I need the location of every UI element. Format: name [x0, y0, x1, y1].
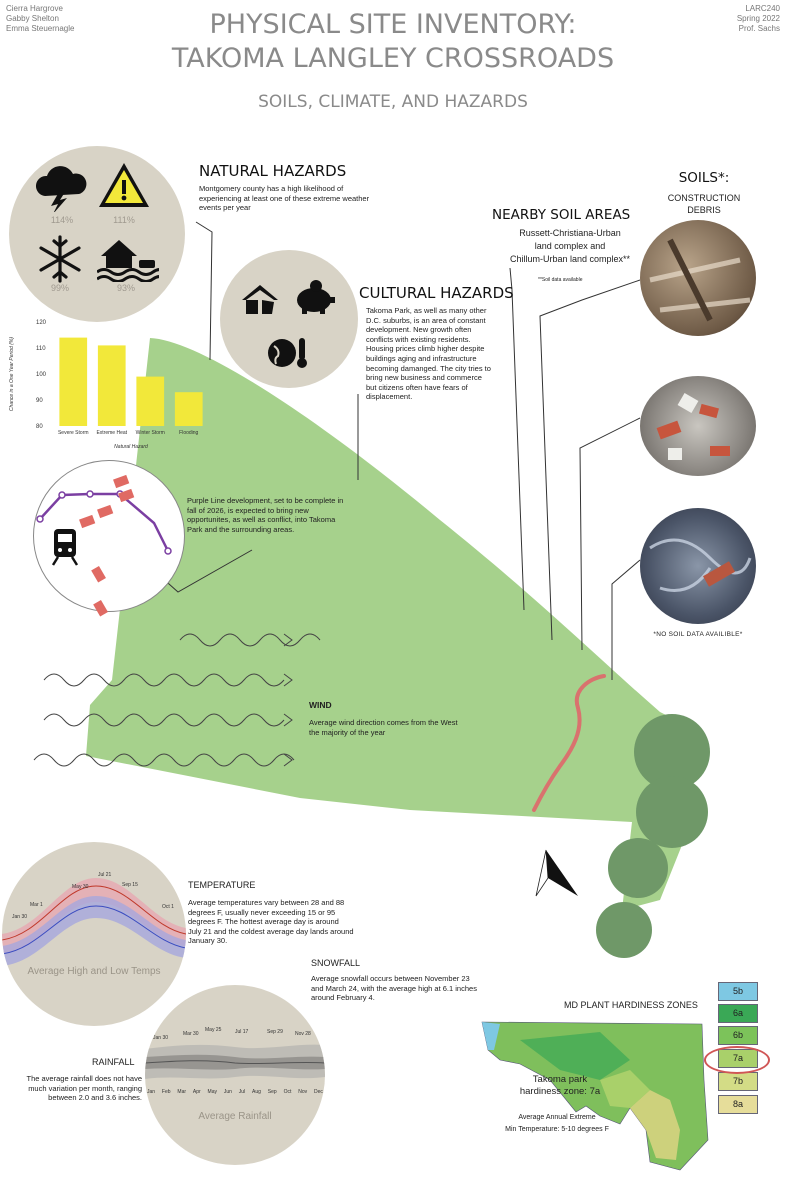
globe-thermometer-icon — [266, 334, 310, 372]
bar — [59, 338, 87, 426]
month-label: Jan — [147, 1089, 156, 1095]
temp-mark: Sep 15 — [122, 882, 138, 888]
soil-name: Chillum-Urban land complex** — [509, 254, 631, 264]
month-label: Nov — [298, 1089, 308, 1095]
natural-hazards-heading: NATURAL HAZARDS — [199, 162, 347, 180]
snowfall-text: Average snowfall occurs between November 23 and March 24, with the average high at 6.1 inches around February 4. — [311, 974, 477, 1003]
takoma-zone-label — [510, 1074, 610, 1098]
rainfall-text: The average rainfall does not have much variation per month, ranging between 2.0 and 3.6 inches. — [26, 1074, 142, 1103]
tree-circle — [596, 902, 652, 958]
x-tick-label: Winter Storm — [135, 430, 165, 436]
natural-hazards-circle — [9, 146, 185, 322]
hazard-bar-chart — [4, 314, 214, 456]
temp-mark: Jul 21 — [98, 872, 112, 878]
month-label: Sep — [267, 1089, 277, 1095]
author-name: Cierra Hargrove — [6, 4, 63, 13]
extreme-min-temp-label — [486, 1112, 628, 1136]
warning-heat-icon — [97, 160, 151, 210]
construction-debris-photo — [640, 220, 756, 336]
bar — [175, 392, 203, 426]
month-label: Apr — [192, 1089, 201, 1095]
hazard-percent: 93% — [116, 283, 135, 293]
zone-swatch-6a: 6a — [718, 1004, 758, 1023]
leader-line-soil-1 — [510, 268, 524, 610]
title-line-1: PHYSICAL SITE INVENTORY: — [209, 9, 577, 40]
nearby-soil-heading: NEARBY SOIL AREAS — [492, 207, 631, 223]
soils-sub-line: DEBRIS — [687, 205, 721, 215]
page-subtitle: SOILS, CLIMATE, AND HAZARDS — [258, 92, 528, 112]
y-axis-label: Chance in a One Year Period (%) — [9, 336, 15, 412]
x-tick-label: Flooding — [179, 430, 199, 436]
y-tick-label: 110 — [36, 346, 46, 352]
y-tick-label: 120 — [36, 320, 47, 326]
rainfall-heading: RAINFALL — [92, 1057, 135, 1067]
rain-mark: May 25 — [205, 1027, 222, 1033]
temperature-chart-label: Average High and Low Temps — [27, 966, 161, 977]
author-name: Gabby Shelton — [6, 14, 59, 23]
cultural-hazards-heading: CULTURAL HAZARDS — [359, 284, 514, 302]
brick-debris-photo — [640, 376, 756, 476]
bar — [136, 377, 164, 426]
zone-swatch-5b: 5b — [718, 982, 758, 1001]
x-axis-label: Natural Hazard — [114, 444, 148, 450]
zone-swatch-7a: 7a — [718, 1049, 758, 1068]
temperature-heading: TEMPERATURE — [188, 880, 256, 890]
month-label: Jul — [238, 1089, 246, 1095]
extreme-min-line: Min Temperature: 5-10 degrees F — [505, 1126, 609, 1133]
x-tick-label: Extreme Heat — [96, 430, 128, 436]
hazard-percent: 99% — [50, 283, 69, 293]
soil-name: Russett-Christiana-Urban — [519, 228, 621, 238]
zone-swatch-7b: 7b — [718, 1072, 758, 1091]
rainfall-month-axis — [147, 1089, 323, 1095]
course-code: LARC240 — [745, 4, 780, 13]
bar — [98, 345, 126, 426]
month-label: May — [207, 1089, 217, 1095]
cultural-hazards-circle — [220, 250, 358, 388]
train-icon — [50, 527, 80, 567]
rainfall-chart-label: Average Rainfall — [198, 1111, 272, 1122]
leader-line-soil-4 — [612, 560, 640, 680]
zone-swatch-6b: 6b — [718, 1026, 758, 1045]
author-name: Emma Steuernagle — [6, 24, 75, 33]
nearby-soil-names — [494, 227, 646, 266]
month-label: Jun — [223, 1089, 232, 1095]
course-professor: Prof. Sachs — [738, 24, 780, 33]
temp-mark: Mar 1 — [30, 902, 43, 908]
tree-circle — [636, 776, 708, 848]
leader-line-soil-2 — [540, 280, 640, 640]
temperature-text: Average temperatures vary between 28 and 88 degrees F, usually never exceeding 15 or 95 degrees F. The hottest average day is around July 21 and the coldest average day lands around January 30. — [188, 898, 354, 946]
y-tick-label: 100 — [36, 372, 47, 378]
north-arrow-icon — [536, 850, 578, 896]
leader-line-soil-3 — [580, 418, 640, 650]
rainfall-circle — [145, 985, 325, 1165]
rain-mark: Sep 29 — [267, 1029, 283, 1035]
purple-line-blocks — [84, 560, 124, 640]
x-tick-label: Severe Storm — [57, 430, 89, 436]
cultural-hazards-text: Takoma Park, as well as many other D.C. suburbs, is an area of constant development. New growth often conflicts with existing residents. Housing prices climb higher despite buildings aging and infrastructure becoming damanged. The city tries to bring new business and commerce but citizens often have fears of displacement. — [366, 306, 491, 402]
y-tick-label: 90 — [36, 398, 43, 404]
snowfall-heading: SNOWFALL — [311, 958, 361, 968]
month-label: Mar — [177, 1089, 187, 1095]
wind-heading: WIND — [309, 700, 332, 710]
course-term: Spring 2022 — [736, 14, 780, 23]
soil-name: land complex and — [534, 241, 606, 251]
collapsed-house-icon — [240, 282, 280, 316]
title-line-2: TAKOMA LANGLEY CROSSROADS — [171, 43, 615, 74]
hardiness-heading: MD PLANT HARDINESS ZONES — [564, 1000, 698, 1010]
metal-debris-photo — [640, 508, 756, 624]
takoma-zone-line: hardiness zone: 7a — [519, 1086, 601, 1097]
temp-mark: May 30 — [72, 884, 89, 890]
y-tick-label: 80 — [36, 424, 43, 430]
wind-text: Average wind direction comes from the West the majority of the year — [309, 718, 458, 737]
month-label: Oct — [283, 1089, 292, 1095]
soils-heading: SOILS*: — [678, 170, 730, 186]
flood-house-icon — [97, 234, 159, 282]
soils-sub-line: CONSTRUCTION — [667, 193, 741, 203]
rain-mark: Nov 28 — [295, 1031, 311, 1037]
hazard-percent: 111% — [113, 215, 135, 225]
temp-mark: Oct 1 — [162, 904, 174, 910]
rain-mark: Jan 30 — [153, 1035, 169, 1041]
rainfall-chart — [145, 985, 325, 1165]
takoma-zone-line: Takoma park — [532, 1074, 588, 1085]
snowflake-icon — [35, 234, 85, 284]
soil-note: **Soil data available — [538, 277, 583, 283]
storm-cloud-icon — [35, 162, 89, 212]
purple-line-text: Purple Line development, set to be complete in fall of 2026, is expected to bring new opportunites, as well as conflict, into Takoma Park and the surrounding areas. — [187, 496, 344, 534]
hazard-percent: 114% — [50, 215, 74, 225]
piggy-bank-icon — [292, 278, 338, 316]
rain-mark: Mar 30 — [183, 1031, 199, 1037]
rain-mark: Jul 17 — [235, 1029, 249, 1035]
temp-mark: Jan 30 — [12, 914, 28, 920]
month-label: Aug — [252, 1089, 261, 1095]
zone-swatch-8a: 8a — [718, 1095, 758, 1114]
soils-note: *NO SOIL DATA AVAILIBLE* — [653, 631, 743, 638]
natural-hazards-text: Montgomery county has a high likelihood of experiencing at least one of these extreme weather events per year — [199, 184, 370, 213]
month-label: Dec — [313, 1089, 323, 1095]
zone-highlight-ring — [704, 1046, 770, 1074]
maryland-map — [480, 1020, 712, 1178]
month-label: Feb — [161, 1089, 171, 1095]
extreme-min-line: Average Annual Extreme — [518, 1114, 596, 1121]
soils-subheading — [654, 192, 754, 216]
tree-circle — [608, 838, 668, 898]
